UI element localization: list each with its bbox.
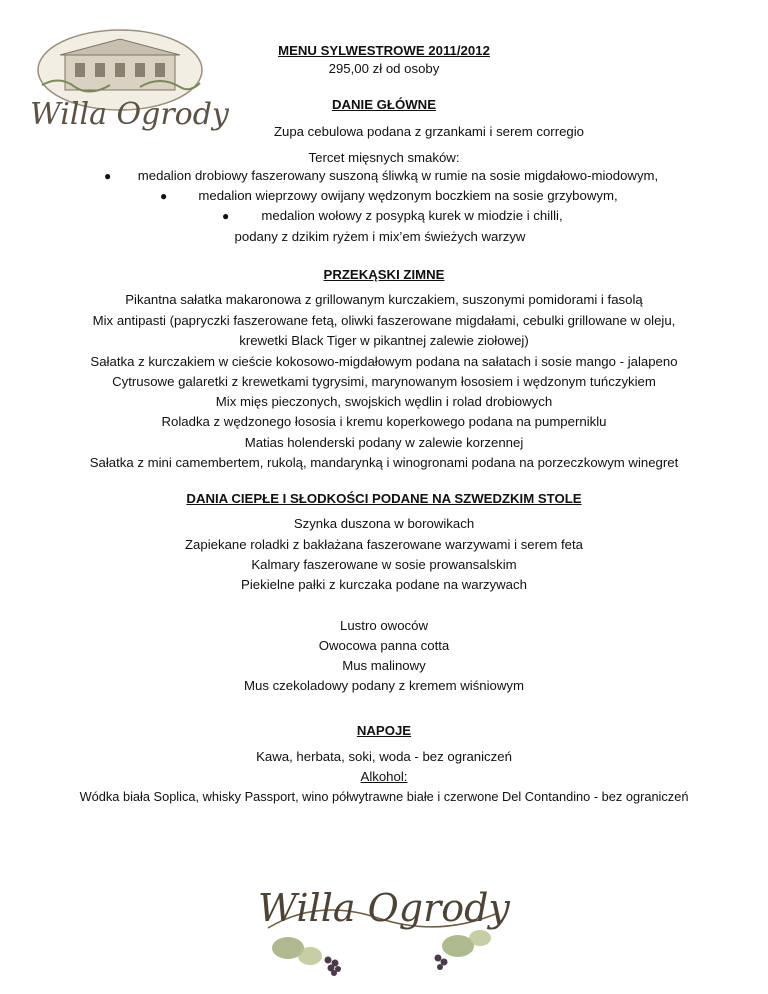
buffet-hot-item: Szynka duszona w borowikach [293,516,475,531]
trio-title: Tercet mięsnych smaków: [308,150,460,165]
menu-title: MENU SYLWESTROWE 2011/2012 [278,43,490,58]
buffet-hot-item: Kalmary faszerowane w sosie prowansalskim [251,557,517,572]
buffet-sweet-item: Mus czekoladowy podany z kremem wiśniowym [244,678,524,693]
buffet-sweet-item: Owocowa panna cotta [318,638,450,653]
bullet-icon: ● [104,169,112,183]
buffet-sweet-item: Lustro owoców [340,618,428,633]
buffet-hot-item: Piekielne pałki z kurczaka podane na warzywach [241,577,527,592]
cold-starter-line: Roladka z wędzonego łososia i kremu koperkowego podana na pumperniklu [161,414,607,429]
logo-script-text: Willa Ogrody [258,886,510,930]
logo-script-text: Willa Ogrody [30,97,229,132]
drinks-soft: Kawa, herbata, soki, woda - bez ograniczeń [256,749,512,764]
trio-item: medalion wieprzowy owijany wędzonym boczkiem na sosie grzybowym, [198,188,618,203]
trio-served: podany z dzikim ryżem i mix’em świeżych warzyw [234,229,526,244]
cold-starter-line: Sałatka z kurczakiem w cieście kokosowo-migdałowym podana na sałatach i sosie mango - jalapeno [90,354,678,369]
drinks-alcohol-label: Alkohol: [360,769,408,784]
cold-starter-line: Pikantna sałatka makaronowa z grillowanym kurczakiem, suszonymi pomidorami i fasolą [125,292,643,307]
villa-logo-bottom [258,868,508,978]
cold-starters-heading: PRZEKĄSKI ZIMNE [323,267,445,282]
soup-item: Zupa cebulowa podana z grzankami i serem corregio [273,124,585,139]
drinks-alcohol: Wódka biała Soplica, whisky Passport, wino półwytrawne białe i czerwone Del Contandino - bez ograniczeń [79,789,689,804]
menu-price: 295,00 zł od osoby [328,61,440,76]
cold-starter-line: krewetki Black Tiger w pikantnej zalewie ziołowej) [239,333,529,348]
buffet-heading: DANIA CIEPŁE I SŁODKOŚCI PODANE NA SZWEDZKIM STOLE [186,491,582,506]
trio-item: medalion wołowy z posypką kurek w miodzie i chilli, [261,208,563,223]
main-course-heading: DANIE GŁÓWNE [331,97,437,112]
bullet-icon: ● [160,189,168,203]
cold-starter-line: Cytrusowe galaretki z krewetkami tygrysimi, marynowanym łososiem i wędzonym tuńczykiem [112,374,656,389]
cold-starter-line: Sałatka z mini camembertem, rukolą, mandarynką i winogronami podana na porzeczkowym winegret [89,455,679,470]
bullet-icon: ● [222,209,230,223]
buffet-hot-item: Zapiekane roladki z bakłażana faszerowane warzywami i serem feta [184,537,583,552]
buffet-sweet-item: Mus malinowy [342,658,426,673]
trio-item: medalion drobiowy faszerowany suszoną śliwką w rumie na sosie migdałowo-miodowym, [137,168,659,183]
drinks-heading: NAPOJE [356,723,412,738]
cold-starter-line: Mix antipasti (papryczki faszerowane fetą, oliwki faszerowane migdałami, cebulki grillowane w oleju, [92,313,676,328]
cold-starter-line: Matias holenderski podany w zalewie korzennej [244,435,524,450]
cold-starter-line: Mix mięs pieczonych, swojskich wędlin i rolad drobiowych [215,394,553,409]
